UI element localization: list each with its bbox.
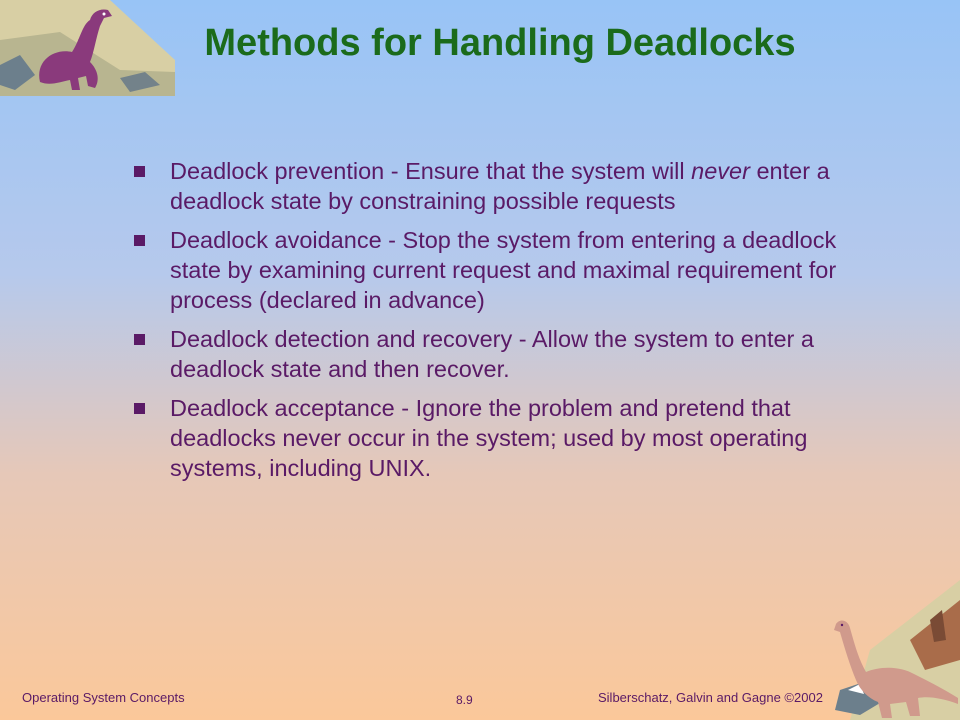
square-bullet-icon	[134, 334, 145, 345]
bullet-list	[130, 156, 870, 492]
footer-course-name: Operating System Concepts	[22, 690, 185, 705]
bullet-item	[130, 225, 870, 315]
slide-title: Methods for Handling Deadlocks	[204, 22, 796, 64]
square-bullet-icon	[134, 403, 145, 414]
square-bullet-icon	[134, 166, 145, 177]
footer-page-number: 8.9	[456, 693, 473, 707]
bullet-item	[130, 156, 870, 216]
square-bullet-icon	[134, 235, 145, 246]
dinosaur-bottom-illustration-icon	[830, 580, 960, 720]
bullet-text: Deadlock prevention - Ensure that the system will never enter a deadlock state by constraining possible requests	[170, 158, 830, 214]
bullet-item	[130, 324, 870, 384]
bullet-text: Deadlock avoidance - Stop the system from entering a deadlock state by examining current request and maximal requirement for process (declared in advance)	[170, 227, 837, 313]
dinosaur-top-illustration-icon	[0, 0, 175, 100]
bullet-text: Deadlock acceptance - Ignore the problem and pretend that deadlocks never occur in the system; used by most operating systems, including UNIX.	[170, 395, 808, 481]
bullet-item	[130, 393, 870, 483]
footer-authors: Silberschatz, Galvin and Gagne ©2002	[598, 690, 823, 705]
bullet-text: Deadlock detection and recovery - Allow the system to enter a deadlock state and then recover.	[170, 326, 814, 382]
